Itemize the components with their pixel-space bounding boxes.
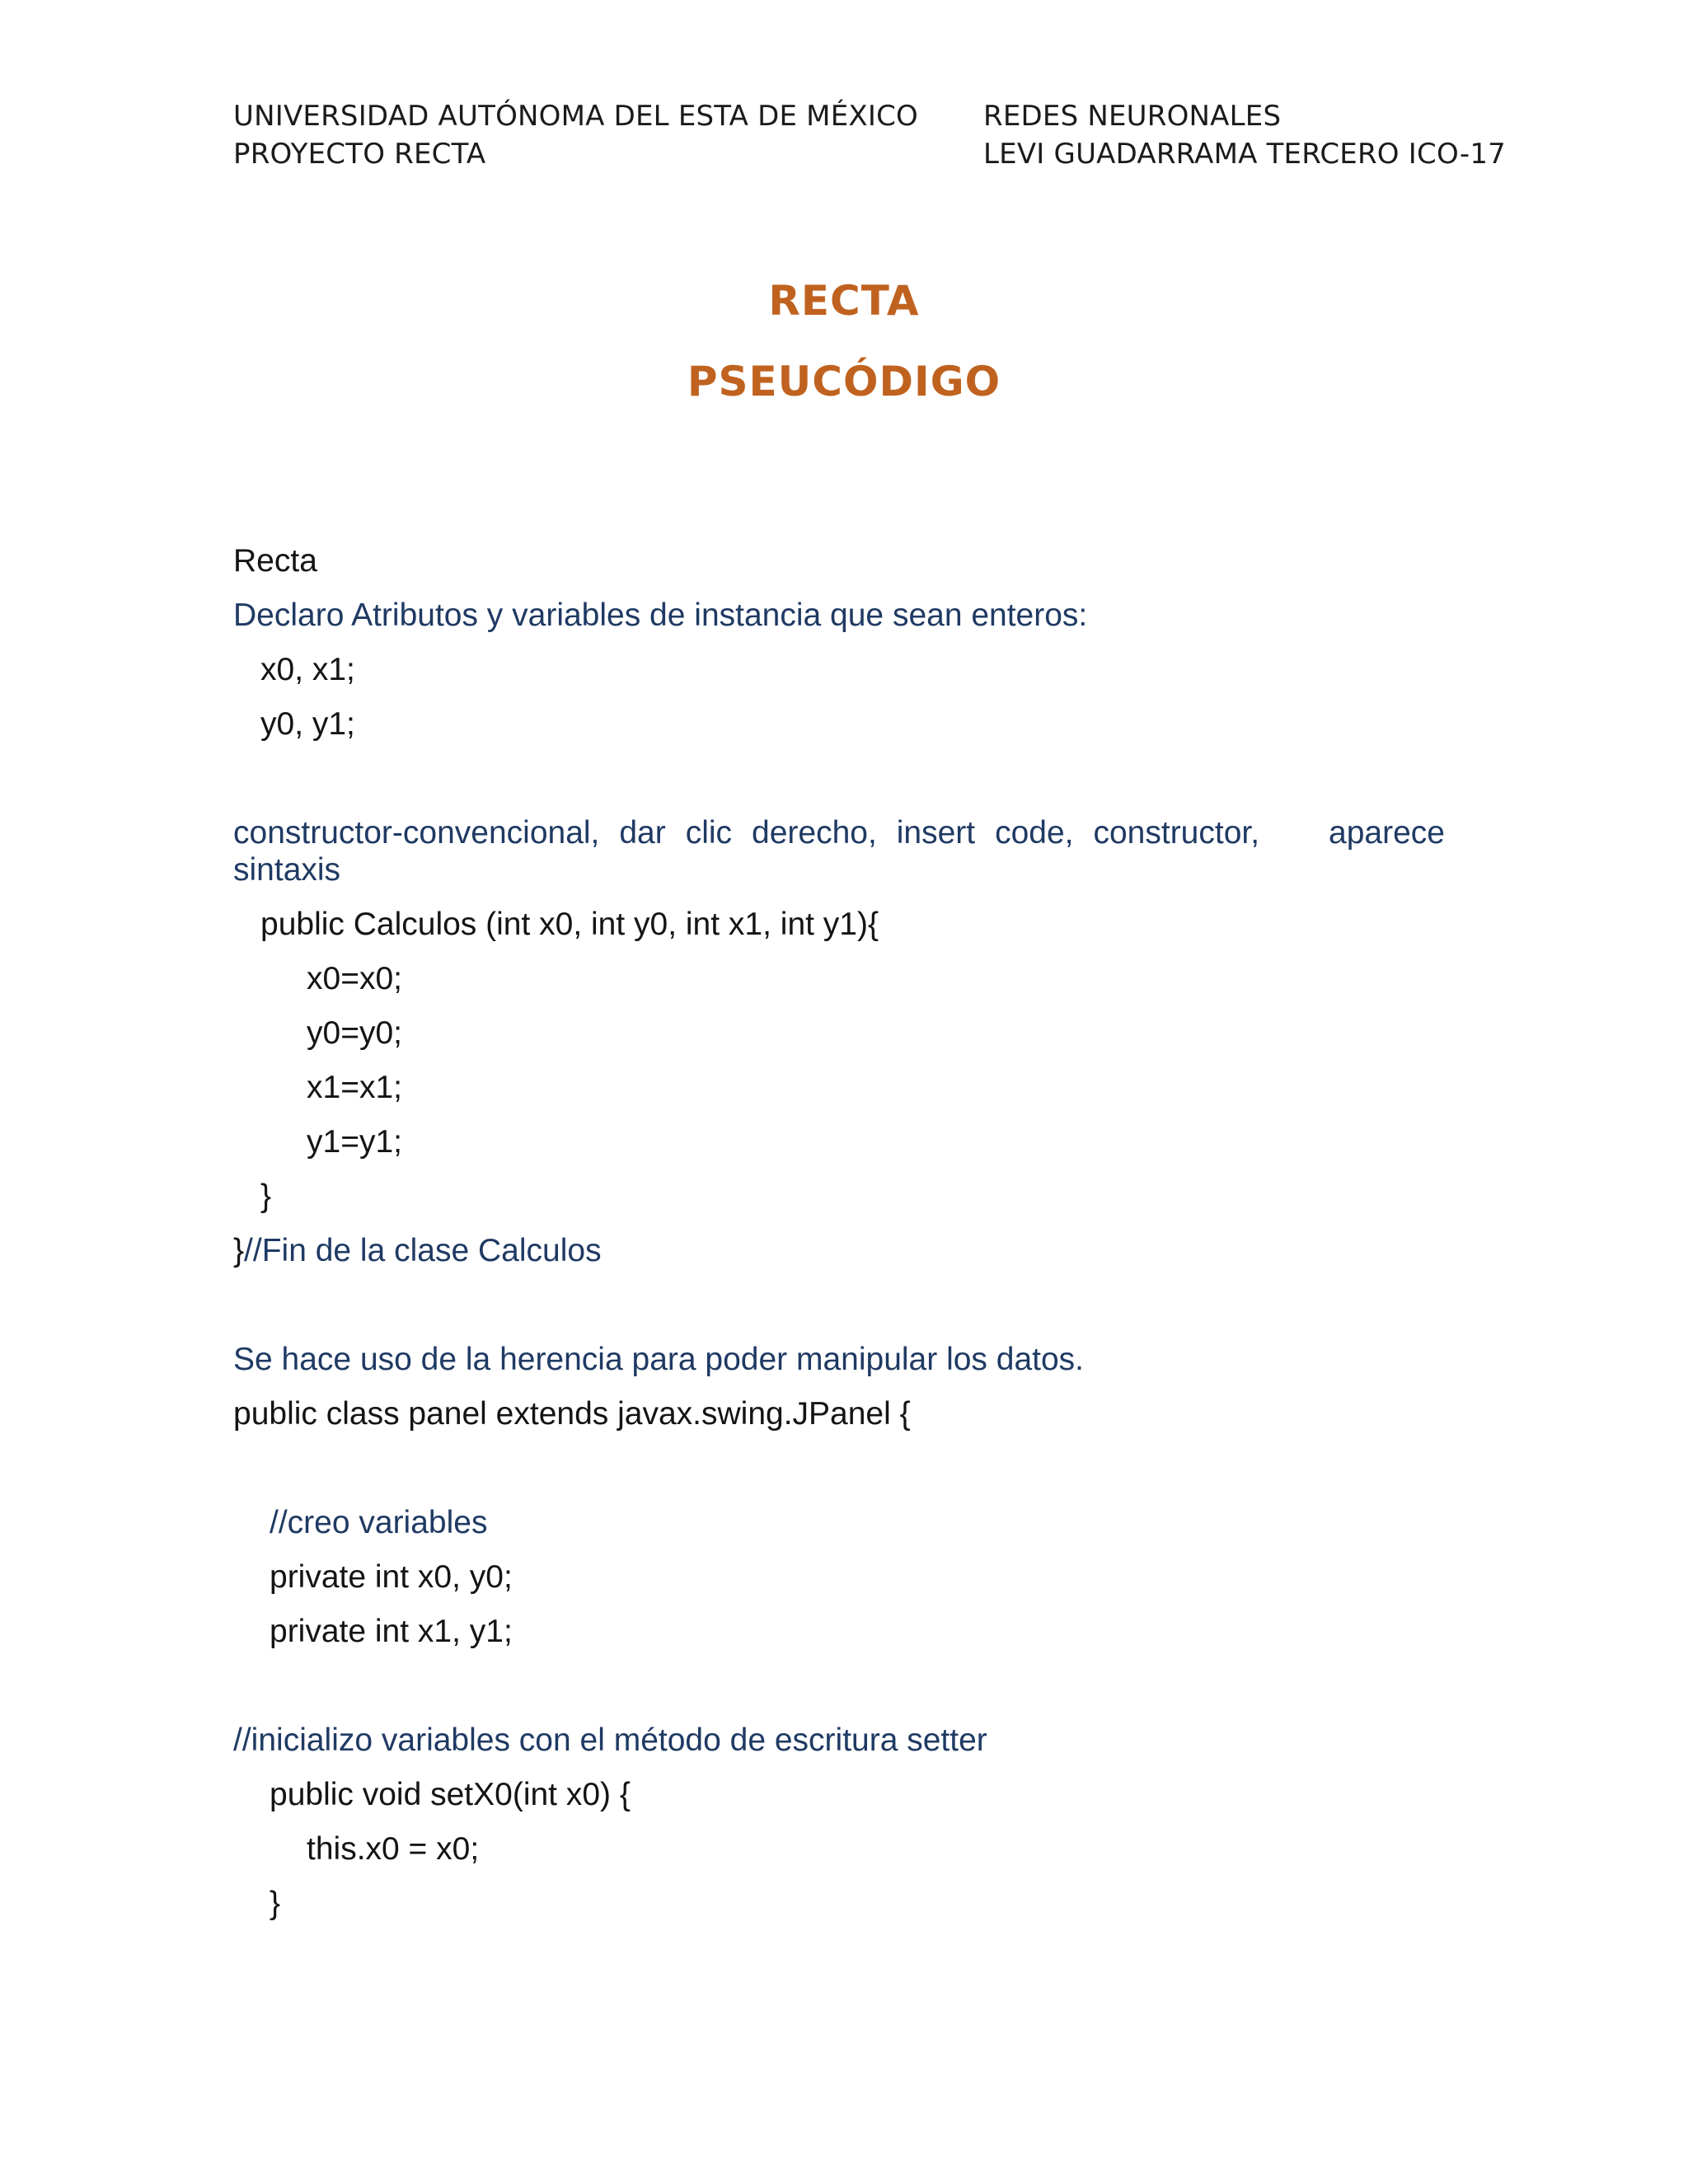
comment-constructor-instructions (233, 813, 1445, 853)
comment-constructor-syntax: sintaxis (233, 852, 341, 888)
instruction-word: constructor-convencional, (233, 815, 600, 851)
course-name: REDES NEURONALES (983, 100, 1282, 133)
author-name: LEVI GUADARRAMA TERCERO ICO-17 (983, 138, 1506, 171)
comment-inheritance: Se hace uso de la herencia para poder manipular los datos. (233, 1342, 1084, 1377)
document-title: RECTA (768, 277, 920, 325)
class-end-comment: //Fin de la clase Calculos (244, 1233, 602, 1268)
instruction-word: aparece (1329, 815, 1445, 851)
code-line-private-x1-y1: private int x1, y1; (270, 1614, 513, 1649)
code-line-constructor-signature: public Calculos (int x0, int y0, int x1, int y1){ (260, 907, 879, 942)
section-label-recta: Recta (233, 543, 317, 579)
comment-create-variables: //creo variables (270, 1505, 488, 1540)
instruction-word: derecho, (752, 815, 877, 851)
instruction-word: clic (685, 815, 733, 851)
code-line-setx0-body: this.x0 = x0; (307, 1831, 480, 1867)
university-name: UNIVERSIDAD AUTÓNOMA DEL ESTA DE MÉXICO (233, 100, 919, 133)
code-line-assign-x1: x1=x1; (307, 1070, 402, 1105)
header-left (233, 97, 918, 173)
comment-setter-init: //inicializo variables con el método de escritura setter (233, 1722, 987, 1758)
instruction-word: code, (995, 815, 1074, 851)
comment-declare-attributes: Declaro Atributos y variables de instancia que sean enteros: (233, 598, 1088, 633)
code-line-private-x0-y0: private int x0, y0; (270, 1559, 513, 1595)
code-line-setx0-close: } (270, 1886, 281, 1921)
instruction-word: constructor, (1093, 815, 1260, 851)
code-line-class-panel: public class panel extends javax.swing.JPanel { (233, 1396, 911, 1432)
instruction-word: dar (619, 815, 666, 851)
project-name: PROYECTO RECTA (233, 138, 486, 171)
code-line-class-end (233, 1231, 602, 1271)
class-close-brace: } (233, 1233, 245, 1268)
code-line-x-vars: x0, x1; (260, 652, 355, 687)
code-line-y-vars: y0, y1; (260, 706, 355, 742)
code-line-assign-y0: y0=y0; (307, 1015, 402, 1051)
code-line-assign-x0: x0=x0; (307, 961, 402, 996)
code-line-assign-y1: y1=y1; (307, 1124, 402, 1160)
header-right (983, 97, 1506, 173)
code-line-setx0-signature: public void setX0(int x0) { (270, 1777, 631, 1812)
code-line-constructor-close: } (260, 1179, 272, 1214)
document-subtitle: PSEUCÓDIGO (687, 358, 1001, 405)
instruction-word: insert (896, 815, 976, 851)
